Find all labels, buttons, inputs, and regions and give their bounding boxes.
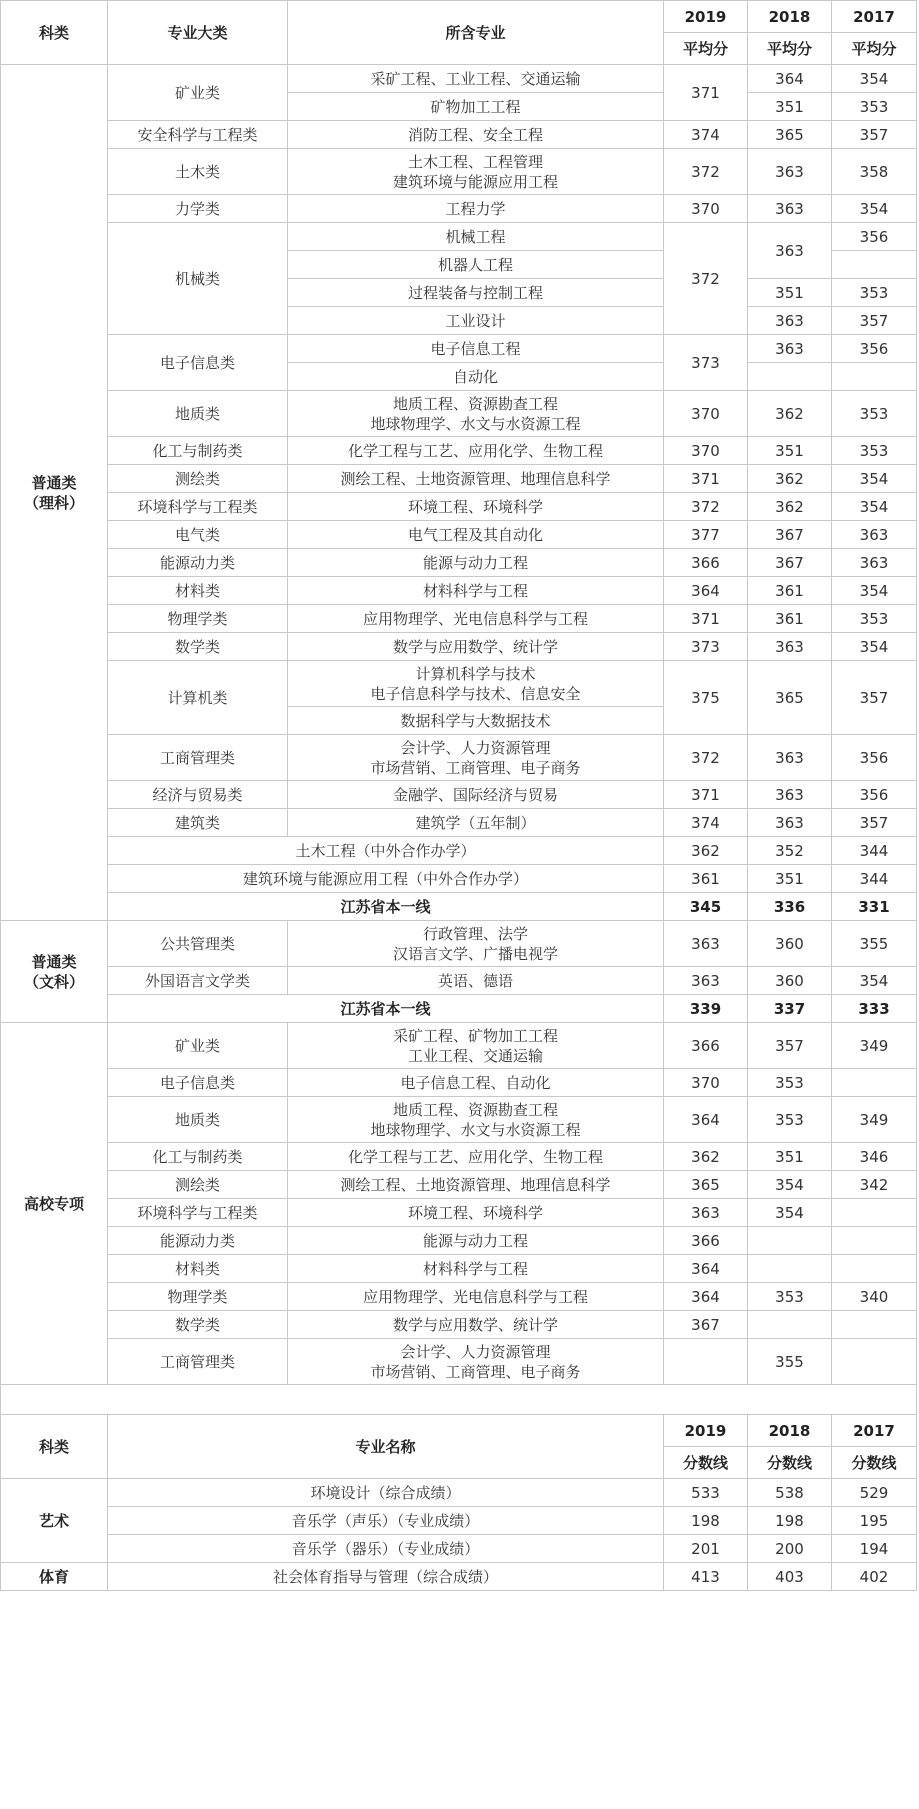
score-2018: 351 [748, 279, 832, 307]
score-2018 [748, 1227, 832, 1255]
score-2018: 352 [748, 837, 832, 865]
score-2017: 344 [832, 865, 917, 893]
majors: 应用物理学、光电信息科学与工程 [288, 1283, 664, 1311]
score-2019: 370 [664, 391, 748, 437]
majors: 计算机科学与技术 电子信息科学与技术、信息安全 [288, 661, 664, 707]
science-row [1, 335, 917, 363]
score-2019 [664, 1339, 748, 1385]
score-2019: 371 [664, 465, 748, 493]
major-group: 矿业类 [108, 1023, 288, 1069]
score-2019: 361 [664, 865, 748, 893]
major-group: 土木类 [108, 149, 288, 195]
major-group: 化工与制药类 [108, 437, 288, 465]
major-name: 音乐学（声乐）（专业成绩） [108, 1507, 664, 1535]
science-benchmark-row [1, 893, 917, 921]
major-group: 测绘类 [108, 1171, 288, 1199]
majors: 自动化 [288, 363, 664, 391]
majors: 会计学、人力资源管理 市场营销、工商管理、电子商务 [288, 735, 664, 781]
score-2018: 363 [748, 809, 832, 837]
score-2019: 363 [664, 1199, 748, 1227]
score-2018 [748, 363, 832, 391]
majors: 测绘工程、土地资源管理、地理信息科学 [288, 465, 664, 493]
major-group: 环境科学与工程类 [108, 1199, 288, 1227]
majors: 机器人工程 [288, 251, 664, 279]
major-group: 机械类 [108, 223, 288, 335]
science-section [1, 65, 917, 921]
header-year-2019: 2019 [664, 1, 748, 33]
score-2019: 370 [664, 437, 748, 465]
major-name: 社会体育指导与管理（综合成绩） [108, 1563, 664, 1591]
score-2018: 364 [748, 65, 832, 93]
header-row-1 [1, 1, 917, 33]
benchmark-2019: 339 [664, 995, 748, 1023]
arts-header-year-2018: 2018 [748, 1415, 832, 1447]
score-2017 [832, 1069, 917, 1097]
special-row [1, 1143, 917, 1171]
majors: 工业设计 [288, 307, 664, 335]
majors: 应用物理学、光电信息科学与工程 [288, 605, 664, 633]
score-2019: 364 [664, 1097, 748, 1143]
arts-header-category: 科类 [1, 1415, 108, 1479]
majors: 数据科学与大数据技术 [288, 707, 664, 735]
score-2018: 363 [748, 781, 832, 809]
liberal-row [1, 921, 917, 967]
score-2017: 340 [832, 1283, 917, 1311]
special-row [1, 1023, 917, 1069]
major-group: 地质类 [108, 1097, 288, 1143]
score-2018: 360 [748, 967, 832, 995]
science-row [1, 735, 917, 781]
header-majors: 所含专业 [288, 1, 664, 65]
major-group: 物理学类 [108, 605, 288, 633]
major-group: 电子信息类 [108, 1069, 288, 1097]
major-group: 电子信息类 [108, 335, 288, 391]
arts-header-line-2018: 分数线 [748, 1447, 832, 1479]
score-2019: 533 [664, 1479, 748, 1507]
score-2018: 367 [748, 549, 832, 577]
score-2017: 357 [832, 307, 917, 335]
majors: 工程力学 [288, 195, 664, 223]
major-group: 材料类 [108, 577, 288, 605]
science-row [1, 437, 917, 465]
score-2017 [832, 1339, 917, 1385]
majors: 电子信息工程、自动化 [288, 1069, 664, 1097]
majors: 过程装备与控制工程 [288, 279, 664, 307]
score-2019: 371 [664, 605, 748, 633]
majors: 能源与动力工程 [288, 1227, 664, 1255]
major-group: 外国语言文学类 [108, 967, 288, 995]
score-2017: 346 [832, 1143, 917, 1171]
majors: 英语、德语 [288, 967, 664, 995]
score-2018: 353 [748, 1097, 832, 1143]
major-group: 能源动力类 [108, 1227, 288, 1255]
score-2017: 529 [832, 1479, 917, 1507]
score-2017: 357 [832, 121, 917, 149]
majors: 材料科学与工程 [288, 1255, 664, 1283]
header-avg-2017: 平均分 [832, 33, 917, 65]
science-extra-row [1, 865, 917, 893]
score-2019: 373 [664, 633, 748, 661]
score-2019: 372 [664, 149, 748, 195]
major-name: 建筑环境与能源应用工程（中外合作办学） [108, 865, 664, 893]
score-2018: 362 [748, 493, 832, 521]
score-2018: 351 [748, 93, 832, 121]
arts-row [1, 1479, 917, 1507]
major-group: 公共管理类 [108, 921, 288, 967]
score-2019: 363 [664, 967, 748, 995]
majors: 环境工程、环境科学 [288, 493, 664, 521]
science-row [1, 223, 917, 251]
arts-header-year-2019: 2019 [664, 1415, 748, 1447]
score-2018: 198 [748, 1507, 832, 1535]
score-2019: 372 [664, 493, 748, 521]
score-2018: 353 [748, 1069, 832, 1097]
arts-header-name: 专业名称 [108, 1415, 664, 1479]
score-2019: 371 [664, 781, 748, 809]
major-group: 计算机类 [108, 661, 288, 735]
score-2018: 403 [748, 1563, 832, 1591]
science-row [1, 633, 917, 661]
header-avg-2019: 平均分 [664, 33, 748, 65]
major-name: 环境设计（综合成绩） [108, 1479, 664, 1507]
benchmark-label: 江苏省本一线 [108, 893, 664, 921]
score-2018: 351 [748, 437, 832, 465]
score-2018: 363 [748, 223, 832, 279]
category-sports: 体育 [1, 1563, 108, 1591]
score-2018: 354 [748, 1171, 832, 1199]
science-row [1, 65, 917, 93]
liberal-section [1, 921, 917, 1023]
majors: 环境工程、环境科学 [288, 1199, 664, 1227]
score-2019: 374 [664, 809, 748, 837]
score-2019: 364 [664, 577, 748, 605]
score-2018: 361 [748, 605, 832, 633]
score-2017: 344 [832, 837, 917, 865]
score-2018: 365 [748, 661, 832, 735]
header-avg-2018: 平均分 [748, 33, 832, 65]
score-2017: 354 [832, 633, 917, 661]
majors: 能源与动力工程 [288, 549, 664, 577]
score-2019: 367 [664, 1311, 748, 1339]
score-2018: 363 [748, 149, 832, 195]
majors: 矿物加工工程 [288, 93, 664, 121]
majors: 化学工程与工艺、应用化学、生物工程 [288, 437, 664, 465]
score-2019: 366 [664, 1227, 748, 1255]
major-group: 环境科学与工程类 [108, 493, 288, 521]
score-2017: 355 [832, 921, 917, 967]
major-group: 安全科学与工程类 [108, 121, 288, 149]
score-2018: 361 [748, 577, 832, 605]
score-2017: 354 [832, 195, 917, 223]
score-2017: 363 [832, 549, 917, 577]
score-2017: 356 [832, 335, 917, 363]
score-2019: 413 [664, 1563, 748, 1591]
score-2019: 366 [664, 549, 748, 577]
major-group: 电气类 [108, 521, 288, 549]
score-2017: 402 [832, 1563, 917, 1591]
science-row [1, 521, 917, 549]
score-2017: 194 [832, 1535, 917, 1563]
benchmark-2019: 345 [664, 893, 748, 921]
score-2017 [832, 1199, 917, 1227]
header-year-2017: 2017 [832, 1, 917, 33]
score-2017: 349 [832, 1097, 917, 1143]
benchmark-label: 江苏省本一线 [108, 995, 664, 1023]
score-2018: 362 [748, 391, 832, 437]
section-gap [1, 1385, 917, 1415]
majors: 消防工程、安全工程 [288, 121, 664, 149]
score-2018: 360 [748, 921, 832, 967]
science-row [1, 577, 917, 605]
major-group: 物理学类 [108, 1283, 288, 1311]
liberal-row [1, 967, 917, 995]
score-2017 [832, 1311, 917, 1339]
score-2019: 365 [664, 1171, 748, 1199]
majors: 电气工程及其自动化 [288, 521, 664, 549]
majors: 数学与应用数学、统计学 [288, 1311, 664, 1339]
science-row [1, 549, 917, 577]
score-2018: 363 [748, 335, 832, 363]
score-2019: 370 [664, 1069, 748, 1097]
arts-row [1, 1535, 917, 1563]
score-2018: 357 [748, 1023, 832, 1069]
score-2019: 364 [664, 1283, 748, 1311]
score-2019: 374 [664, 121, 748, 149]
special-row [1, 1227, 917, 1255]
majors: 材料科学与工程 [288, 577, 664, 605]
score-2019: 372 [664, 223, 748, 335]
science-row [1, 391, 917, 437]
score-2019: 371 [664, 65, 748, 121]
benchmark-2018: 337 [748, 995, 832, 1023]
score-2018: 354 [748, 1199, 832, 1227]
special-row [1, 1255, 917, 1283]
header-major-group: 专业大类 [108, 1, 288, 65]
special-row [1, 1199, 917, 1227]
score-2017: 354 [832, 465, 917, 493]
major-group: 地质类 [108, 391, 288, 437]
major-name: 土木工程（中外合作办学） [108, 837, 664, 865]
major-group: 测绘类 [108, 465, 288, 493]
major-group: 化工与制药类 [108, 1143, 288, 1171]
special-row [1, 1339, 917, 1385]
majors: 测绘工程、土地资源管理、地理信息科学 [288, 1171, 664, 1199]
score-2017: 353 [832, 437, 917, 465]
special-row [1, 1097, 917, 1143]
arts-header-line-2019: 分数线 [664, 1447, 748, 1479]
category-special: 高校专项 [1, 1023, 108, 1385]
benchmark-2018: 336 [748, 893, 832, 921]
score-2017: 353 [832, 391, 917, 437]
score-2018: 538 [748, 1479, 832, 1507]
header-category: 科类 [1, 1, 108, 65]
score-2017 [832, 1227, 917, 1255]
score-2019: 370 [664, 195, 748, 223]
science-row [1, 121, 917, 149]
special-section [1, 1023, 917, 1385]
science-row [1, 465, 917, 493]
science-row [1, 809, 917, 837]
major-group: 建筑类 [108, 809, 288, 837]
score-2017: 342 [832, 1171, 917, 1199]
score-2018: 362 [748, 465, 832, 493]
score-2018: 355 [748, 1339, 832, 1385]
score-2019: 201 [664, 1535, 748, 1563]
majors: 土木工程、工程管理 建筑环境与能源应用工程 [288, 149, 664, 195]
score-2018: 365 [748, 121, 832, 149]
science-row [1, 493, 917, 521]
majors: 电子信息工程 [288, 335, 664, 363]
majors: 数学与应用数学、统计学 [288, 633, 664, 661]
majors: 地质工程、资源勘查工程 地球物理学、水文与水资源工程 [288, 1097, 664, 1143]
score-2019: 366 [664, 1023, 748, 1069]
score-2017 [832, 363, 917, 391]
arts-section [1, 1479, 917, 1591]
major-group: 数学类 [108, 1311, 288, 1339]
special-row [1, 1283, 917, 1311]
arts-header-line-2017: 分数线 [832, 1447, 917, 1479]
score-2019: 363 [664, 921, 748, 967]
major-group: 力学类 [108, 195, 288, 223]
sports-row [1, 1563, 917, 1591]
score-2017: 356 [832, 223, 917, 251]
majors: 行政管理、法学 汉语言文学、广播电视学 [288, 921, 664, 967]
major-name: 音乐学（器乐）（专业成绩） [108, 1535, 664, 1563]
science-row [1, 781, 917, 809]
score-2017: 353 [832, 93, 917, 121]
score-2018: 353 [748, 1283, 832, 1311]
score-2019: 362 [664, 1143, 748, 1171]
science-row [1, 195, 917, 223]
score-2017: 354 [832, 65, 917, 93]
score-2017: 357 [832, 809, 917, 837]
score-2017: 354 [832, 577, 917, 605]
score-2017: 356 [832, 735, 917, 781]
special-row [1, 1069, 917, 1097]
category-arts: 艺术 [1, 1479, 108, 1563]
score-2017: 354 [832, 967, 917, 995]
majors: 会计学、人力资源管理 市场营销、工商管理、电子商务 [288, 1339, 664, 1385]
score-2019: 372 [664, 735, 748, 781]
majors: 地质工程、资源勘查工程 地球物理学、水文与水资源工程 [288, 391, 664, 437]
majors: 采矿工程、矿物加工工程 工业工程、交通运输 [288, 1023, 664, 1069]
score-2018 [748, 1255, 832, 1283]
majors: 机械工程 [288, 223, 664, 251]
science-row [1, 605, 917, 633]
benchmark-2017: 333 [832, 995, 917, 1023]
score-2018 [748, 1311, 832, 1339]
score-2017: 357 [832, 661, 917, 735]
major-group: 工商管理类 [108, 735, 288, 781]
major-group: 工商管理类 [108, 1339, 288, 1385]
score-2017: 356 [832, 781, 917, 809]
score-2017: 349 [832, 1023, 917, 1069]
science-row [1, 149, 917, 195]
score-2019: 375 [664, 661, 748, 735]
major-group: 能源动力类 [108, 549, 288, 577]
score-2019: 377 [664, 521, 748, 549]
score-2019: 362 [664, 837, 748, 865]
major-group: 材料类 [108, 1255, 288, 1283]
category-liberal: 普通类 （文科） [1, 921, 108, 1023]
major-group: 数学类 [108, 633, 288, 661]
score-2017: 363 [832, 521, 917, 549]
special-row [1, 1171, 917, 1199]
score-2018: 363 [748, 307, 832, 335]
liberal-benchmark-row [1, 995, 917, 1023]
category-science: 普通类 （理科） [1, 65, 108, 921]
score-2019: 198 [664, 1507, 748, 1535]
score-2017: 358 [832, 149, 917, 195]
score-2017: 353 [832, 605, 917, 633]
score-2018: 363 [748, 735, 832, 781]
majors: 金融学、国际经济与贸易 [288, 781, 664, 809]
arts-row [1, 1507, 917, 1535]
majors: 化学工程与工艺、应用化学、生物工程 [288, 1143, 664, 1171]
score-2017 [832, 251, 917, 279]
score-2018: 363 [748, 195, 832, 223]
special-row [1, 1311, 917, 1339]
major-group: 矿业类 [108, 65, 288, 121]
score-2017: 353 [832, 279, 917, 307]
score-2017: 354 [832, 493, 917, 521]
science-row [1, 661, 917, 707]
header-year-2018: 2018 [748, 1, 832, 33]
arts-header-year-2017: 2017 [832, 1415, 917, 1447]
score-2017: 195 [832, 1507, 917, 1535]
score-2018: 363 [748, 633, 832, 661]
score-2018: 351 [748, 865, 832, 893]
score-2018: 351 [748, 1143, 832, 1171]
score-2019: 364 [664, 1255, 748, 1283]
score-2018: 367 [748, 521, 832, 549]
majors: 建筑学（五年制） [288, 809, 664, 837]
score-2017 [832, 1255, 917, 1283]
science-extra-row [1, 837, 917, 865]
benchmark-2017: 331 [832, 893, 917, 921]
majors: 采矿工程、工业工程、交通运输 [288, 65, 664, 93]
score-2019: 373 [664, 335, 748, 391]
arts-header-row-1 [1, 1415, 917, 1447]
score-2018: 200 [748, 1535, 832, 1563]
major-group: 经济与贸易类 [108, 781, 288, 809]
